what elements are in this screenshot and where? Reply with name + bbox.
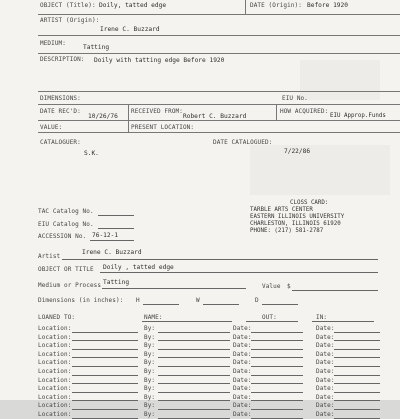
card-object-value: Doily , tatted edge [103, 264, 174, 271]
date-recd-value: 10/26/76 [88, 113, 118, 120]
description-label: DESCRIPTION: [40, 56, 85, 63]
object-title-value: Doily, tatted edge [99, 2, 167, 9]
loan-row-out-date-label: Date: [233, 359, 252, 367]
loan-row-by-line [158, 366, 230, 367]
loan-row-by-line [158, 332, 230, 333]
card-dim-h: H [136, 297, 140, 304]
loan-row-out-date-line [251, 366, 303, 367]
loan-row-out-date-label: Date: [233, 385, 252, 393]
loan-row-in-date-label: Date: [316, 342, 335, 350]
loan-row-in-date-line [334, 409, 380, 410]
loan-row-by-label: By: [144, 333, 156, 341]
loans-col-out: OUT: [262, 314, 277, 321]
card-header-title: CLOSS CARD: [290, 200, 329, 206]
loan-row-in-date-label: Date: [316, 393, 335, 401]
loan-row-by-label: By: [144, 368, 156, 375]
how-acquired-value: EIU Approp.Funds [330, 113, 386, 119]
loan-row-by-line [158, 418, 230, 419]
date-catalogued-value: 7/22/86 [284, 148, 311, 155]
loan-row-in-date-line [334, 392, 380, 393]
date-recd-label: DATE REC'D: [40, 108, 81, 115]
loan-row-location-line [72, 340, 138, 341]
loan-row-out-date-line [251, 409, 303, 410]
loan-row-out-date-label: Date: [233, 402, 252, 410]
card-dim-w: W [196, 297, 200, 304]
eiu-no-label: EIU No. [282, 95, 308, 102]
bleed-through [300, 60, 380, 100]
loan-row-out-date-label: Date: [233, 393, 252, 401]
medium-label: MEDIUM: [40, 40, 66, 47]
loan-row-location-label: Location: [38, 385, 72, 393]
loan-row-location-line [72, 400, 138, 401]
loan-row-by-label: By: [144, 325, 156, 332]
loan-row-in-date-line [334, 332, 380, 333]
loan-row-in-date-line [334, 375, 380, 376]
loan-row-location-line [72, 392, 138, 393]
loan-row-out-date-line [251, 357, 303, 358]
loan-row-by-label: By: [144, 342, 156, 350]
loan-row-out-date-line [251, 349, 303, 350]
object-title-label: OBJECT (Title): [40, 2, 96, 9]
loans-col-name: NAME: [144, 314, 163, 321]
loan-row-out-date-label: Date: [233, 376, 252, 384]
received-from-label: RECEIVED FROM: [131, 108, 183, 115]
loan-row-by-label: By: [144, 385, 156, 393]
loan-row-by-line [158, 392, 230, 393]
cataloguer-label: CATALOGUER: [40, 139, 81, 146]
loan-row-in-date-line [334, 357, 380, 358]
dimensions-label: DIMENSIONS: [40, 95, 81, 102]
eiu-catalog-label: EIU Catalog No. [38, 221, 94, 228]
loan-row-location-label: Location: [38, 411, 72, 418]
loan-row-by-line [158, 400, 230, 401]
loan-row-out-date-line [251, 383, 303, 384]
description-value: Doily with tatting edge Before 1920 [94, 57, 225, 64]
date-catalogued-label: DATE CATALOGUED: [213, 139, 273, 146]
loan-row-out-date-line [251, 332, 303, 333]
loan-row-location-label: Location: [38, 325, 72, 332]
loan-row-out-date-label: Date: [233, 350, 252, 358]
loan-row-in-date-line [334, 383, 380, 384]
date-origin-value: Before 1920 [307, 2, 348, 9]
loan-row-in-date-line [334, 400, 380, 401]
loan-row-location-line [72, 366, 138, 367]
loan-row-location-label: Location: [38, 359, 72, 367]
card-medium-label: Medium or Process [38, 282, 102, 289]
loan-row-location-line [72, 349, 138, 350]
loan-row-out-date-line [251, 392, 303, 393]
loan-row-out-date-label: Date: [233, 368, 252, 375]
accession-value: 76-12-1 [92, 232, 119, 239]
medium-value: Tatting [83, 44, 110, 51]
accession-label: ACCESSION No. [38, 233, 87, 240]
card-dim-d: D [255, 297, 259, 304]
loan-row-in-date-label: Date: [316, 402, 335, 410]
card-medium-value: Tatting [103, 279, 130, 286]
loan-row-in-date-line [334, 418, 380, 419]
loan-row-by-line [158, 340, 230, 341]
loan-row-location-line [72, 418, 138, 419]
loan-row-in-date-line [334, 349, 380, 350]
value-label: VALUE: [40, 124, 63, 131]
received-from-value: Robert C. Buzzard [183, 113, 247, 120]
loan-row-by-line [158, 375, 230, 376]
artist-origin-value: Irene C. Buzzard [100, 26, 160, 33]
card-artist-label: Artist [38, 253, 61, 260]
loan-row-location-line [72, 409, 138, 410]
loan-row-in-date-label: Date: [316, 385, 335, 393]
card-dimensions-label: Dimensions (in inches): [38, 297, 124, 304]
loan-row-in-date-line [334, 366, 380, 367]
loan-row-location-label: Location: [38, 333, 72, 341]
loan-row-by-label: By: [144, 350, 156, 358]
loan-row-in-date-label: Date: [316, 333, 335, 341]
loan-row-in-date-label: Date: [316, 359, 335, 367]
loan-row-out-date-line [251, 418, 303, 419]
how-acquired-label: HOW ACQUIRED: [280, 108, 329, 115]
loan-row-by-line [158, 357, 230, 358]
card-header-city: CHARLESTON, ILLINOIS 61920 [250, 221, 341, 227]
loan-row-by-label: By: [144, 359, 156, 367]
card-artist-value: Irene C. Buzzard [82, 249, 142, 256]
card-value-currency: $ [287, 283, 291, 290]
loan-row-by-label: By: [144, 411, 156, 418]
loan-row-location-line [72, 375, 138, 376]
loan-row-location-label: Location: [38, 376, 72, 384]
tac-catalog-label: TAC Catalog No. [38, 208, 94, 215]
loan-row-by-line [158, 383, 230, 384]
card-header-university: EASTERN ILLINOIS UNIVERSITY [250, 214, 345, 220]
loan-row-in-date-label: Date: [316, 376, 335, 384]
loan-row-location-label: Location: [38, 342, 72, 350]
card-object-label: OBJECT OR TITLE [38, 266, 94, 273]
loan-row-by-label: By: [144, 393, 156, 401]
loan-row-location-label: Location: [38, 393, 72, 401]
artist-origin-label: ARTIST (Origin): [40, 17, 100, 24]
loan-row-location-line [72, 383, 138, 384]
card-value-label: Value [262, 283, 281, 290]
loan-row-by-line [158, 349, 230, 350]
loan-row-in-date-label: Date: [316, 411, 335, 418]
bleed-through [250, 145, 390, 195]
loan-row-out-date-label: Date: [233, 342, 252, 350]
loan-row-out-date-line [251, 340, 303, 341]
loan-row-out-date-line [251, 400, 303, 401]
loan-row-out-date-line [251, 375, 303, 376]
loan-row-location-line [72, 357, 138, 358]
loan-row-location-label: Location: [38, 402, 72, 410]
loan-row-by-label: By: [144, 402, 156, 410]
present-location-label: PRESENT LOCATION: [131, 124, 195, 131]
loan-row-in-date-label: Date: [316, 325, 335, 332]
loan-row-out-date-label: Date: [233, 333, 252, 341]
loan-row-in-date-line [334, 340, 380, 341]
loans-col-in: IN: [316, 314, 328, 321]
loan-row-out-date-label: Date: [233, 411, 252, 418]
card-header [250, 200, 344, 235]
loan-row-by-line [158, 409, 230, 410]
loan-row-in-date-label: Date: [316, 368, 335, 375]
date-origin-label: DATE (Origin): [250, 2, 302, 9]
loan-row-location-line [72, 332, 138, 333]
loan-row-by-label: By: [144, 376, 156, 384]
loan-row-in-date-label: Date: [316, 350, 335, 358]
card-header-phone: PHONE: (217) 581-2787 [250, 228, 324, 234]
cataloguer-value: S.K. [84, 150, 99, 157]
loan-row-location-label: Location: [38, 368, 72, 375]
loans-col-loaned: LOANED TO: [38, 314, 76, 321]
loan-row-location-label: Location: [38, 350, 72, 358]
card-header-org: TARBLE ARTS CENTER [250, 207, 313, 213]
loan-row-out-date-label: Date: [233, 325, 252, 332]
